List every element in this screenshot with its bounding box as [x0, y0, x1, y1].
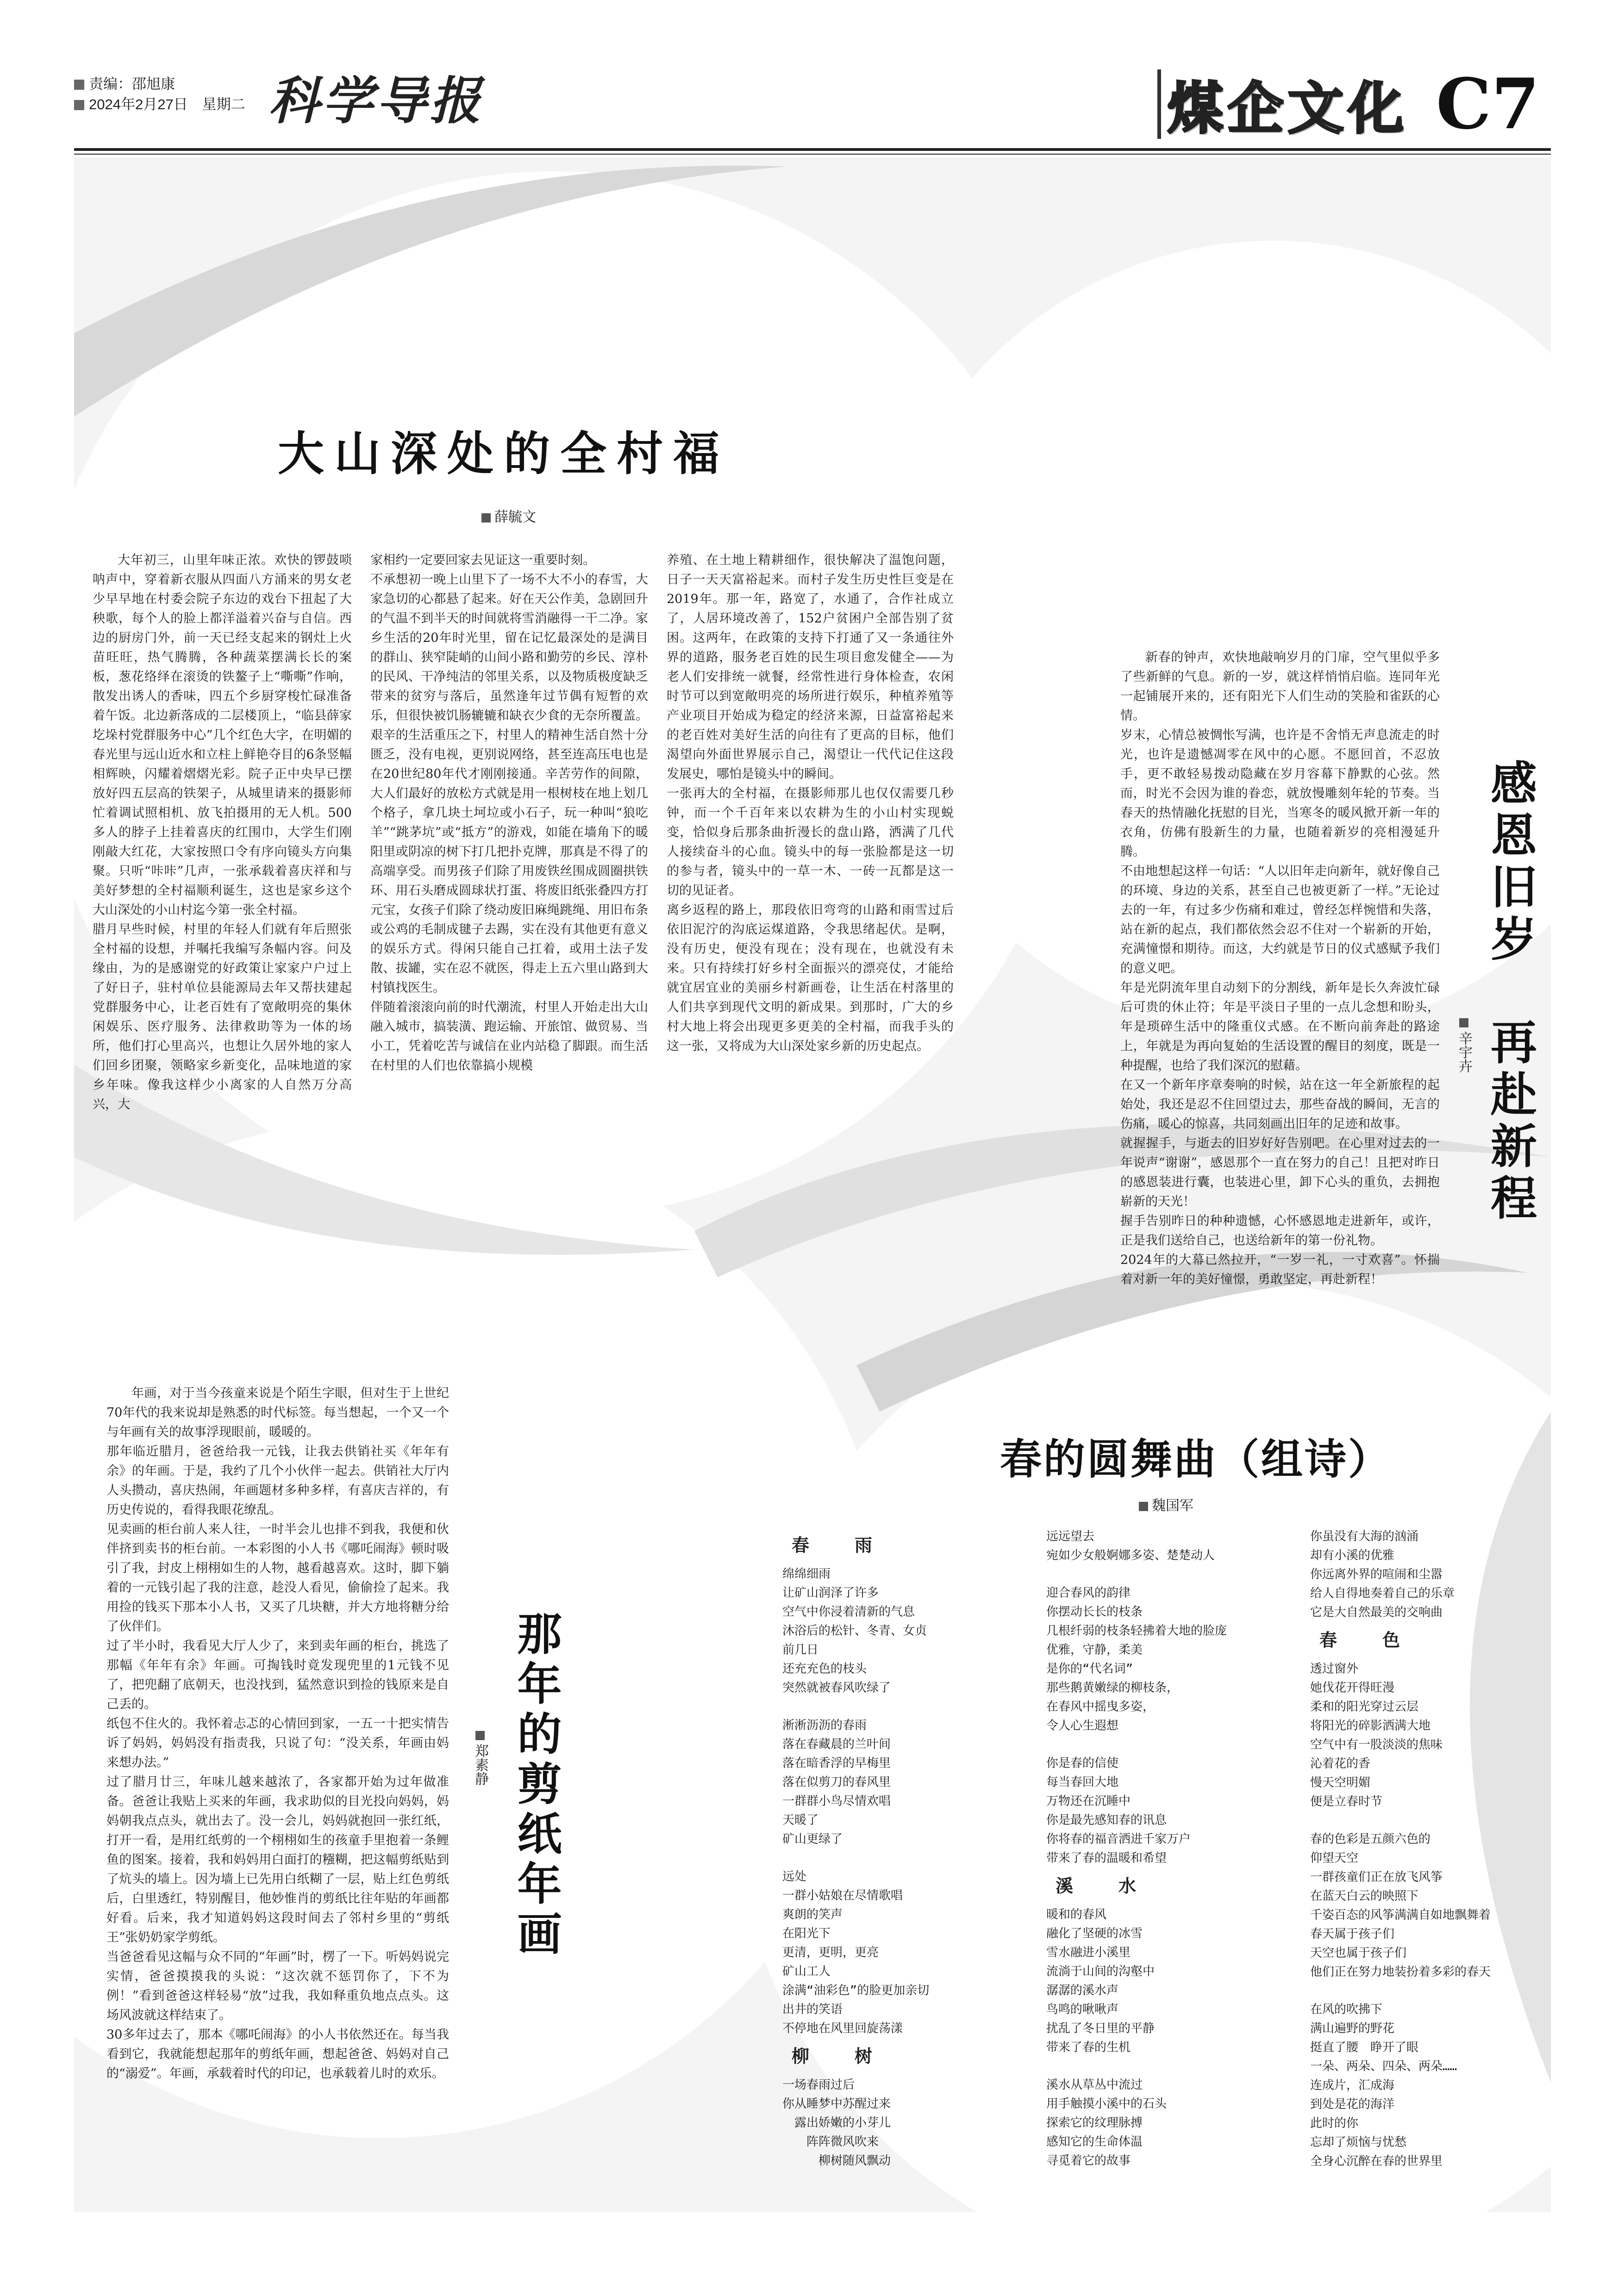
poem-line: 春天属于孩子们: [1310, 1927, 1395, 1941]
author-name: 薛毓文: [494, 510, 536, 525]
poem-line: 宛如少女般婀娜多姿、楚楚动人: [1046, 1549, 1215, 1562]
poem-line: 一朵、两朵、四朵、两朵……: [1310, 2060, 1457, 2073]
author-name: 辛宇卉: [1456, 1031, 1472, 1073]
poem-line: 到处是花的海洋: [1310, 2097, 1395, 2111]
poem-line: 暖和的春风: [1046, 1908, 1107, 1922]
issue-date: 2024年2月27日 星期二: [89, 96, 245, 112]
stanza-gap: [1046, 1736, 1305, 1754]
poem-line: 带来了春的生机: [1046, 2041, 1131, 2054]
article-title: 那年的剪纸年画: [510, 1611, 562, 1960]
square-bullet-icon: [74, 100, 84, 110]
article-column: [370, 551, 648, 1076]
poem-line: 优雅，守静，柔美: [1046, 1643, 1143, 1657]
article-text: 大年初三，山里年味正浓。欢快的锣鼓唢呐声中，穿着新衣服从四面八方涌来的男女老少早早地在村委会院子东边的戏台下扭起了大秧歌，每个人的脸上都洋溢着兴奋与自信。西边的厨房门外，前一天已经支起来的钢灶上火苗旺旺，热气腾腾，各种蔬菜摆满长长的案板，葱花络绎在滚烫的铁鳌子上“嘶嘶”作响，散发出诱人的香味，四五个乡厨穿梭忙碌准备着午饭。北边新落成的二层楼顶上，“临县薛家圪垛村党群服务中心”几个红色大字，在明媚的春光里与远山近水和立柱上鲜艳夺目的6条竖幅相辉映，闪耀着熠熠光彩。院子正中央早已摆放好四五层高的铁架子，从城里请来的摄影师忙着调试照相机、放飞拍摄用的无人机。500多人的脖子上挂着喜庆的红围巾，大学生们刚刚敲大红花，大家按照口令有序向镜头方向集聚。只听“咔咔”几声，一张承载着喜庆祥和与美好梦想的全村福顺利诞生，这也是家乡这个大山深处的小山村迄今第一张全村福。 腊月早些时候，村里的年轻人们就有年后照张全村福的设想，并嘱托我编写条幅内容。问及缘由，为的是感谢党的好政策让家家户户过上了好日子，驻村单位县能源局去年又帮扶建起党群服务中心，让老百姓有了宽敞明亮的集休闲娱乐、医疗服务、法律救助等为一体的场所，他们打心里高兴，也想让久居外地的家人们回乡团聚，领略家乡新变化，品味地道的家乡年味。像我这样少小离家的人自然万分高兴，大: [93, 553, 352, 1112]
poem-line: 连成片，汇成海: [1310, 2078, 1395, 2092]
poem-line: 在蓝天白云的映照下: [1310, 1889, 1419, 1903]
poem-line: 你从睡梦中苏醒过来: [782, 2097, 891, 2111]
poem-line: 天空也属于孩子们: [1310, 1946, 1407, 1960]
poem-line: 感知它的生命体温: [1046, 2135, 1143, 2149]
section-header: [1157, 63, 1540, 145]
poem-line: 用手触摸小溪中的石头: [1046, 2097, 1167, 2111]
page-number: C7: [1436, 63, 1540, 145]
poem-line: 将阳光的碎影洒满大地: [1310, 1719, 1431, 1733]
poem-line: 更清，更明，更亮: [782, 1946, 879, 1960]
newspaper-masthead: 科学导报: [269, 71, 483, 131]
stanza-gap: [1046, 1565, 1305, 1584]
poem-line: 沐浴后的松针、冬青、女贞: [782, 1624, 927, 1638]
poem-line: 你是春的信使: [1046, 1756, 1119, 1770]
poem-line: 你远离外界的喧闹和尘嚣: [1310, 1568, 1443, 1581]
poem-line: 寻觅着它的故事: [1046, 2154, 1131, 2168]
poem-subtitle: 春 雨: [792, 1535, 887, 1556]
article-column: [106, 1384, 449, 2084]
poem-line: 落在暗香浮的早梅里: [782, 1756, 891, 1770]
poem-subtitle: 柳 树: [792, 2046, 887, 2066]
poem-line: 探索它的纹理脉搏: [1046, 2116, 1143, 2130]
header-meta: [74, 74, 245, 115]
poem-line: 流淌于山间的沟壑中: [1046, 1965, 1155, 1979]
header-rule: [74, 148, 1551, 151]
section-divider: [1157, 69, 1161, 139]
poem-line: 前几日: [782, 1643, 819, 1657]
poem-line: 却有小溪的优雅: [1310, 1549, 1395, 1562]
poem-line: 你摆动长长的枝条: [1046, 1605, 1143, 1619]
poem-line: 露出娇嫩的小芽儿: [782, 2116, 891, 2130]
author-name: 郑素静: [473, 1744, 488, 1786]
poem-line: 涂满“油彩色”的脸更加亲切: [782, 1984, 930, 1997]
poem-line: 不停地在风里回旋荡漾: [782, 2022, 903, 2035]
poem-line: 是你的“代名词”: [1046, 1662, 1133, 1676]
poem-line: 鸟鸣的啾啾声: [1046, 2003, 1119, 2016]
poem-line: 忘却了烦恼与忧愁: [1310, 2135, 1407, 2149]
poem-line: 迎合春风的韵律: [1046, 1586, 1131, 1600]
poem-line: 淅淅沥沥的春雨: [782, 1718, 867, 1732]
poem-column: [1310, 1527, 1551, 2171]
stanza-gap: [782, 1849, 1042, 1867]
article-text: 养殖、在土地上精耕细作，很快解决了温饱问题，日子一天天富裕起来。而村子发生历史性巨变是在2019年。那一年，路宽了，水通了，合作社成立了，人居环境改善了，152户贫困户全部告别了贫困。这两年，在政策的支持下打通了又一条通往外界的道路，服务老百姓的民生项目愈发健全——为老人们安排统一就餐，经常性进行身体检查，农闲时节可以到宽敞明亮的场所进行娱乐，种植养殖等产业项目开始成为稳定的经济来源，日益富裕起来的老百姓对美好生活的向往有了更高的目标，他们渴望向外面世界展示自己，渴望让一代代记住这段发展史，哪怕是镜头中的瞬间。 一张再大的全村福，在摄影师那儿也仅仅需要几秒钟，而一个千百年来以农耕为生的小山村实现蜕变，恰似身后那条曲折漫长的盘山路，洒满了几代人接续奋斗的心血。镜头中的每一张脸都是这一切的参与者，镜头中的一草一木、一砖一瓦都是这一切的见证者。 离乡返程的路上，那段依旧弯弯的山路和雨雪过后依旧泥泞的沟底运煤道路，令我思绪起伏。是啊，没有历史，便没有现在；没有现在，也就没有未来。只有持续打好乡村全面振兴的漂亮仗，才能给就宜居宜业的美丽乡村新画卷，让生活在村落里的人们共享到现代文明的新成果。到那时，广大的乡村大地上将会出现更多更美的全村福，而我手头的这一张，又将成为大山深处家乡新的历史起点。: [667, 553, 954, 1053]
article-byline: [470, 1731, 490, 1786]
poem-line: 透过窗外: [1310, 1662, 1359, 1676]
poem-line: 远远望去: [1046, 1530, 1095, 1543]
poem-line: 千姿百态的风筝满满自如地飘舞着: [1310, 1908, 1491, 1922]
author-name: 魏国军: [1152, 1498, 1193, 1513]
article-column: [667, 551, 954, 1056]
poem-line: 远处: [782, 1870, 807, 1884]
poem-line: 春的色彩是五颜六色的: [1310, 1832, 1431, 1846]
article-byline: [1139, 1494, 1193, 1514]
poem-line: 潺潺的溪水声: [1046, 1984, 1119, 1997]
poem-line: 在阳光下: [782, 1927, 831, 1941]
article-column: [1120, 648, 1440, 1289]
poem-line: 那些鹅黄嫩绿的柳枝条，: [1046, 1681, 1179, 1695]
square-bullet-icon: [74, 80, 84, 90]
poem-line: 给人自得地奏着自己的乐章: [1310, 1587, 1455, 1600]
poem-line: 它是大自然最美的交响曲: [1310, 1605, 1443, 1619]
poem-line: 柔和的阳光穿过云层: [1310, 1700, 1419, 1714]
poem-line: 溪水从草丛中流过: [1046, 2078, 1143, 2092]
poem-line: 几根纤弱的枝条轻拂着大地的脸庞: [1046, 1624, 1227, 1638]
poem-line: 爽朗的笑声: [782, 1908, 843, 1922]
header-rule-thin: [74, 154, 1551, 155]
section-title: 煤企文化: [1168, 77, 1408, 141]
poem-subtitle: 春 色: [1319, 1630, 1414, 1650]
stanza-gap: [1310, 1811, 1551, 1830]
poem-line: 你虽没有大海的汹涌: [1310, 1530, 1419, 1543]
poem-line: 挺直了腰 睁开了眼: [1310, 2041, 1419, 2054]
poem-line: 全身心沉醉在春的世界里: [1310, 2154, 1443, 2168]
poem-line: 天暖了: [782, 1813, 819, 1827]
poem-line: 一群群小鸟尽情欢唱: [782, 1794, 891, 1808]
poem-line: 落在似剪刀的春风里: [782, 1775, 891, 1789]
poem-line: 出井的笑语: [782, 2003, 843, 2016]
poem-line: 一场春雨过后: [782, 2078, 855, 2092]
article-text: 新春的钟声，欢快地敲响岁月的门扉，空气里似乎多了些新鲜的气息。新的一岁，就这样悄悄启临。连同年光一起铺展开来的，还有阳光下人们生动的笑脸和雀跃的心情。 岁末，心情总被惆怅写满，也许是不舍悄无声息流走的时光，也许是遗憾凋零在风中的心愿。不愿回首，不忍放手，更不敢轻易拨动隐藏在岁月容幕下静默的心弦。然而，时光不会因为谁的眷恋，就放慢雕刻年轮的节奏。当春天的热情融化抚慰的目光，当寒冬的暖风掀开新一年的衣角，仿佛有股新生的力量，也随着新岁的亮相漫延升腾。 不由地想起这样一句话：“人以旧年走向新年，就好像自己的环境、身边的关系，甚至自己也被更新了一样。”无论过去的一年，有过多少伤痛和难过，曾经怎样惋惜和失落，站在新的起点，我们都依然会忍不住对一个崭新的开始，充满憧憬和期待。而这，大约就是节日的仪式感赋予我们的意义吧。 年是光阴流年里自动刻下的分割线，新年是长久奔波忙碌后可贵的休止符；年是平淡日子里的一点儿念想和盼头，年是琐碎生活中的隆重仪式感。在不断向前奔赴的路途上，年就是为再向复始的生活设置的醒目的刻度，既是一种提醒，也给了我们深沉的慰藉。 在又一个新年序章奏响的时候，站在这一年全新旅程的起始处，我还是忍不住回望过去，那些奋战的瞬间，无言的伤痛，暖心的惊喜，共同刻画出旧年的足迹和故事。 就握握手，与逝去的旧岁好好告别吧。在心里对过去的一年说声“谢谢”，感恩那个一直在努力的自己！且把对昨日的感恩装进行囊，也装进心里，卸下心头的重负，去拥抱崭新的天光！ 握手告别昨日的种种遗憾，心怀感恩地走进新年，或许，正是我们送给自己，也送给新年的第一份礼物。 2024年的大幕已然拉开，“一岁一礼，一寸欢喜”。怀揣着对新一年的美好憧憬，勇敢坚定，再赴新程！: [1120, 650, 1440, 1287]
square-bullet-icon: [475, 1731, 485, 1740]
stanza-gap: [782, 1698, 1042, 1716]
poem-line: 空气中有一股淡淡的焦味: [1310, 1738, 1443, 1752]
article-text: 年画，对于当今孩童来说是个陌生字眼，但对生于上世纪70年代的我来说却是熟悉的时代标签。每当想起，一个又一个与年画有关的故事浮现眼前，暖暖的。 那年临近腊月，爸爸给我一元钱，让我去供销社买《年年有余》的年画。于是，我约了几个小伙伴一起去。供销社大厅内人头攒动，喜庆热闹，年画题材多种多样，有喜庆吉祥的，有历史传说的，看得我眼花缭乱。 见卖画的柜台前人来人往，一时半会儿也排不到我，我便和伙伴挤到卖书的柜台前。一本彩图的小人书《哪吒闹海》顿时吸引了我，封皮上栩栩如生的人物，越看越喜欢。这时，脚下躺着的一元钱引起了我的注意，趁没人看见，偷偷捡了起来。我用捡的钱买下那本小人书，又买了几块糖，并大方地将糖分给了伙伴们。 过了半小时，我看见大厅人少了，来到卖年画的柜台，挑选了那幅《年年有余》年画。可掏钱时竟发现兜里的1元钱不见了，把兜翻了底朝天，也没找到，猛然意识到捡的钱原来是自己丢的。 纸包不住火的。我怀着忐忑的心情回到家，一五一十把实情告诉了妈妈，妈妈没有指责我，只说了句：“没关系，年画由妈来想办法。” 过了腊月廿三，年味儿越来越浓了，各家都开始为过年做准备。爸爸让我贴上买来的年画，我求助似的目光投向妈妈，妈妈朝我点点头，就出去了。没一会儿，妈妈就抱回一张红纸，打开一看，是用红纸剪的一个栩栩如生的孩童手里抱着一条鲤鱼的图案。接着，我和妈妈用白面打的糨糊，把这幅剪纸贴到了炕头的墙上。因为墙上已先用白纸糊了一层，贴上红色剪纸后，白里透红，特别醒目，他妙惟肖的剪纸比往年贴的年画都好看。后来，我才知道妈妈这段时间去了邻村乡里的“剪纸王”张奶奶家学剪纸。 当爸爸看见这幅与众不同的“年画”时，楞了一下。听妈妈说完实情，爸爸摸摸我的头说：“这次就不惩罚你了，下不为例！”看到爸爸这样轻易“放”过我，我如释重负地点点头。这场风波就这样结束了。 30多年过去了，那本《哪吒闹海》的小人书依然还在。每当我看到它，我就能想起那年的剪纸年画，想起爸爸、妈妈对自己的“溺爱”。年画，承载着时代的印记，也承载着儿时的欢乐。: [106, 1386, 449, 2081]
poem-line: 融化了坚硬的冰雪: [1046, 1927, 1143, 1941]
square-bullet-icon: [1459, 1018, 1468, 1027]
poem-line: 便是立春时节: [1310, 1795, 1383, 1809]
article-byline: [481, 505, 536, 526]
poem-line: 满山遍野的野花: [1310, 2022, 1395, 2035]
poem-line: 每当春回大地: [1046, 1775, 1119, 1789]
poem-line: 你是最先感知春的讯息: [1046, 1813, 1167, 1827]
editor-label: 责编：邵旭康: [89, 76, 175, 92]
square-bullet-icon: [481, 513, 491, 523]
article-text: 家相约一定要回家去见证这一重要时刻。 不承想初一晚上山里下了一场不大不小的春雪，大家急切的心都悬了起来。好在天公作美，急剧回升的气温不到半天的时间就将雪消融得一干二净。家乡生活的20年时光里，留在记忆最深处的是满目的群山、狭窄陡峭的山间小路和勤劳的乡民、淳朴的民风、干净纯洁的邻里关系，以及物质极度缺乏带来的贫穷与落后，虽然逢年过节偶有短暂的欢乐，但很快被饥肠辘辘和缺衣少食的无奈所覆盖。艰辛的生活重压之下，村里人的精神生活自然十分匮乏，没有电视，更别说网络，甚至连高压电也是在20世纪80年代才刚刚接通。辛苦劳作的间隙，大人们最好的放松方式就是用一根树枝在地上划几个格子，拿几块土坷垃或小石子，玩一种叫“狼吃羊”“跳茅坑”或“抵方”的游戏，如能在墙角下的暖阳里或阴凉的树下打几把扑克牌，那真是不得了的高端享受。而男孩子们除了用废铁丝围成圆圈拱铁环、用石头磨成圆球状打蛋、将废旧纸张叠四方打元宝，女孩子们除了绕动废旧麻绳跳绳、用旧布条或公鸡的毛制成毽子去踢，实在没有其他更有意义的娱乐方式。得闲只能自己扛着，或用土法子发散、拔罐，实在忍不就医，得走上五六里山路到大村镇找医生。 伴随着滚滚向前的时代潮流，村里人开始走出大山融入城市，搞装潢、跑运输、开旅馆、做贸易、当小工，凭着吃苦与诚信在业内站稳了脚跟。而生活在村里的人们也依靠搞小规模: [370, 553, 648, 1073]
poem-line: 带来了春的温暖和希望: [1046, 1851, 1167, 1865]
stanza-gap: [1046, 2057, 1305, 2076]
poem-line: 在春风中摇曳多姿，: [1046, 1700, 1155, 1714]
poem-line: 矿山更绿了: [782, 1832, 843, 1846]
poem-line: 慢天空明媚: [1310, 1776, 1371, 1790]
poem-column: [1046, 1527, 1305, 2171]
article-column: [93, 551, 352, 1114]
poem-line: 你将春的福音洒进千家万户: [1046, 1832, 1191, 1846]
poem-line: 沁着花的香: [1310, 1757, 1371, 1771]
poem-line: 一群孩童们正在放飞风筝: [1310, 1870, 1443, 1884]
poem-line: 此时的你: [1310, 2116, 1359, 2130]
article-title: 感恩旧岁 再赴新程: [1483, 759, 1537, 1226]
poem-line: 柳树随风飘动: [782, 2154, 891, 2168]
poem-line: 阵阵微风吹来: [782, 2135, 879, 2149]
poem-line: 还充充色的枝头: [782, 1662, 867, 1676]
poem-line: 落在春藏晨的兰叶间: [782, 1737, 891, 1751]
poem-line: 空气中你浸着清新的气息: [782, 1605, 915, 1619]
poem-line: 一群小姑娘在尽情歌唱: [782, 1889, 903, 1903]
stanza-gap: [1310, 1982, 1551, 2000]
poem-line: 突然就被春风吹绿了: [782, 1681, 891, 1695]
poem-line: 仰望天空: [1310, 1851, 1359, 1865]
article-title: 春的圆舞曲（组诗）: [1000, 1435, 1392, 1484]
poem-line: 矿山工人: [782, 1965, 831, 1979]
article-title: 大山深处的全村福: [278, 426, 730, 481]
article-byline: [1454, 1018, 1474, 1073]
poem-line: 在风的吹拂下: [1310, 2003, 1383, 2016]
poem-line: 他们正在努力地装扮着多彩的春天: [1310, 1965, 1491, 1979]
poem-subtitle: 溪 水: [1056, 1875, 1150, 1896]
poem-line: 她伐花开得旺漫: [1310, 1681, 1395, 1695]
square-bullet-icon: [1139, 1502, 1148, 1511]
poem-line: 绵绵细雨: [782, 1567, 831, 1581]
poem-line: 令人心生遐想: [1046, 1719, 1119, 1733]
poem-line: 让矿山润泽了许多: [782, 1586, 879, 1600]
poem-line: 扰乱了冬日里的平静: [1046, 2022, 1155, 2035]
poem-line: 雪水融进小溪里: [1046, 1946, 1131, 1960]
poem-line: 万物还在沉睡中: [1046, 1794, 1131, 1808]
poem-column: [782, 1527, 1042, 2171]
